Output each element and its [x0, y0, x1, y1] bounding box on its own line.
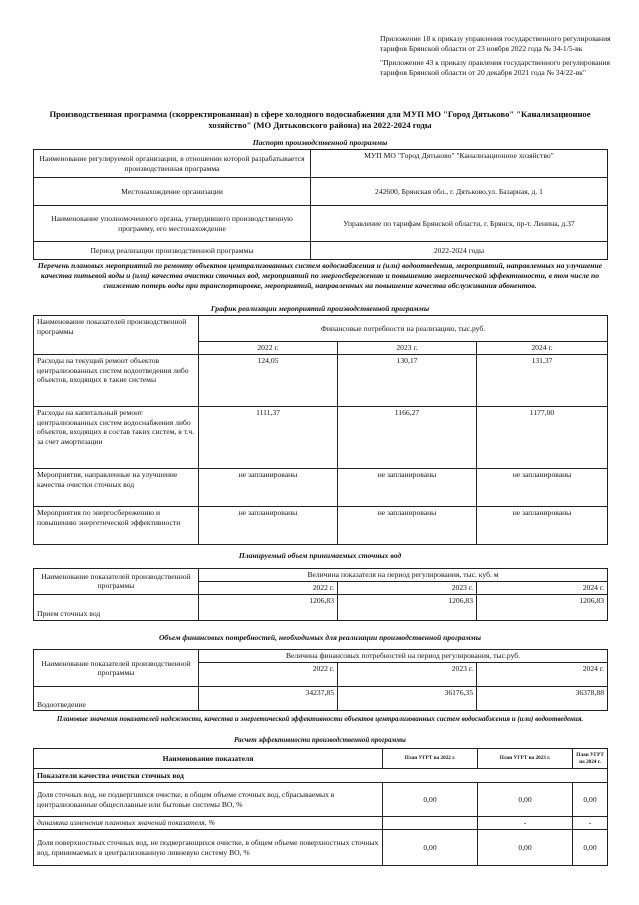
year-header: 2023 г. [338, 663, 477, 687]
plan-2024-header: План УГРТ на 2024 г. [573, 749, 608, 769]
year-header: 2023 г. [338, 582, 477, 595]
year-header: 2024 г. [477, 342, 608, 355]
cell-value: 1166,27 [338, 407, 477, 469]
passport-row [34, 242, 608, 260]
cell-value: не запланированы [477, 507, 608, 545]
volume-col-header: Наименование показателей производственной программы [34, 569, 199, 595]
year-header: 2024 г. [477, 582, 608, 595]
row-label: Водоотведение [34, 687, 199, 711]
year-header: 2022 г. [199, 342, 338, 355]
passport-value: 242600, Брянская обл., г. Дятьково,ул. Базарная, д. 1 [311, 178, 608, 206]
year-header: 2022 г. [199, 582, 338, 595]
schedule-col-header: Наименование показателей производственной программы [34, 316, 199, 355]
cell-value: 1206,83 [338, 594, 477, 620]
passport-label: Наименование регулируемой организации, в отношении которой разрабатывается производственная программа [34, 150, 311, 178]
cell-value: не запланированы [199, 507, 338, 545]
volume-table [33, 568, 608, 621]
schedule-table [33, 315, 608, 545]
cell-value: не запланированы [477, 469, 608, 507]
table-row [34, 830, 608, 866]
passport-row [34, 178, 608, 206]
row-label: Доля сточных вод, не подвергшихся очистке, в общем объеме сточных вод, сбрасываемых в централизованные общесплавные или бытовые системы ВО, % [34, 783, 383, 817]
passport-row [34, 206, 608, 242]
cell-value: 131,37 [477, 355, 608, 407]
table-row [34, 594, 608, 620]
cell-value: 1111,37 [199, 407, 338, 469]
row-label: Доля поверхностных сточных вод, не подвергающихся очистке, в общем объеме поверхностных сточных вод, принимаемых в централизованную ливневую систему ВО, % [34, 830, 383, 866]
finance-group-header: Величина финансовых потребностей на период регулирования, тыс.руб. [199, 650, 608, 663]
cell-value: 36176,35 [338, 687, 477, 711]
cell-value: 0,00 [573, 783, 608, 817]
cell-value: 0,00 [383, 783, 478, 817]
row-label: Расходы на капитальный ремонт централизованных систем водоснабжения либо объектов, входящих в состав таких систем, в т.ч. за счет амортизации [34, 407, 199, 469]
cell-value: 36378,88 [477, 687, 608, 711]
table-row [34, 507, 608, 545]
cell-value [383, 817, 478, 830]
passport-table [33, 149, 608, 260]
cell-value: 124,05 [199, 355, 338, 407]
table-row [34, 469, 608, 507]
document-title: Производственная программа (скорректированная) в сфере холодного водоснабжения для МУП МО "Город Дятьково" "Канализационное хозяйство" (МО Дятьковского района) на 2022-2024 годы [49, 109, 591, 130]
cell-value: не запланированы [338, 507, 477, 545]
cell-value: не запланированы [199, 469, 338, 507]
passport-row [34, 150, 608, 178]
finance-col-header: Наименование показателей производственной программы [34, 650, 199, 687]
passport-value: 2022-2024 годы [311, 242, 608, 260]
table-row [34, 783, 608, 817]
schedule-group-header: Финансовые потребности на реализацию, тыс.руб. [199, 316, 608, 342]
efficiency-caption: Расчет эффективности производственной программы [234, 736, 406, 744]
cell-value: не запланированы [338, 469, 477, 507]
finance-table [33, 649, 608, 711]
section-heading: Показатели качества очистки сточных вод [34, 769, 608, 783]
passport-caption: Паспорт производственной программы [252, 138, 388, 147]
row-label: Мероприятия по энергосбережению и повышению энергетической эффективности [34, 507, 199, 545]
measures-caption: Перечень плановых мероприятий по ремонту объектов централизованных систем водоснабжения и (или) водоотведения, мероприятий, направленных на улучшение качества питьевой воды и (или) качества очистки сточных вод, мероприятий по энергосбережению и повышению энергетической эффективности, в том числе по снижению потерь воды при транспортировке, мероприятий, направленных на повышение качества обслуживания абонентов. [37, 261, 603, 290]
year-header: 2023 г. [338, 342, 477, 355]
appendix-note-1: Приложение 18 к приказу управления государственного регулирования тарифов Брянской области от 23 ноября 2022 года № 34-1/5-вк [380, 34, 611, 53]
indicators-caption: Плановые значения показателей надежности, качества и энергетической эффективности объектов централизованных систем водоснабжения и (или) водоотведения. [56, 715, 584, 723]
passport-label: Местонахождение организации [34, 178, 311, 206]
cell-value: 0,00 [478, 783, 573, 817]
cell-value: - [573, 817, 608, 830]
cell-value: 0,00 [383, 830, 478, 866]
indicator-name-header: Наименование показателя [34, 749, 383, 769]
row-label: Расходы на текущий ремонт объектов централизованных систем водоотведения либо объектов, входящих в такие системы [34, 355, 199, 407]
row-label: Прием сточных вод [34, 594, 199, 620]
finance-caption: Объем финансовых потребностей, необходимых для реализации производственной программы [158, 633, 482, 642]
passport-value: МУП МО "Город Дятьково" "Канализационное хозяйство" [311, 150, 608, 178]
table-row [34, 407, 608, 469]
appendix-note-2: "Приложение 43 к приказу правления государственного регулирования тарифов Брянской области от 20 декабря 2021 года № 34/22-вк" [380, 58, 610, 77]
cell-value: 130,17 [338, 355, 477, 407]
plan-2023-header: План УГРТ на 2023 г. [478, 749, 573, 769]
cell-value: 0,00 [478, 830, 573, 866]
plan-2022-header: План УГРТ на 2022 г. [383, 749, 478, 769]
table-row [34, 355, 608, 407]
cell-value: 1177,00 [477, 407, 608, 469]
row-label: Мероприятия, направленные на улучшение качества очистки сточных вод [34, 469, 199, 507]
volume-group-header: Величина показателя на период регулирования, тыс. куб. м [199, 569, 608, 582]
row-label: динамика изменения плановых значений показателя, % [34, 817, 383, 830]
cell-value: 1206,83 [477, 594, 608, 620]
table-row [34, 687, 608, 711]
volume-caption: Планируемый объем принимаемых сточных вод [238, 551, 402, 560]
year-header: 2024 г. [477, 663, 608, 687]
table-row [34, 817, 608, 830]
cell-value: 0,00 [573, 830, 608, 866]
passport-value: Управление по тарифам Брянской области, г. Брянск, пр-т. Ленина, д.37 [311, 206, 608, 242]
passport-label: Период реализации производственной программы [34, 242, 311, 260]
indicators-table [33, 748, 608, 866]
cell-value: 1206,83 [199, 594, 338, 620]
header-notes [380, 34, 620, 82]
passport-label: Наименование уполномоченного органа, утвердившего производственную программу, его местонахождение [34, 206, 311, 242]
schedule-caption: График реализации мероприятий производственной программы [210, 304, 430, 313]
cell-value: 34237,85 [199, 687, 338, 711]
year-header: 2022 г. [199, 663, 338, 687]
cell-value: - [478, 817, 573, 830]
